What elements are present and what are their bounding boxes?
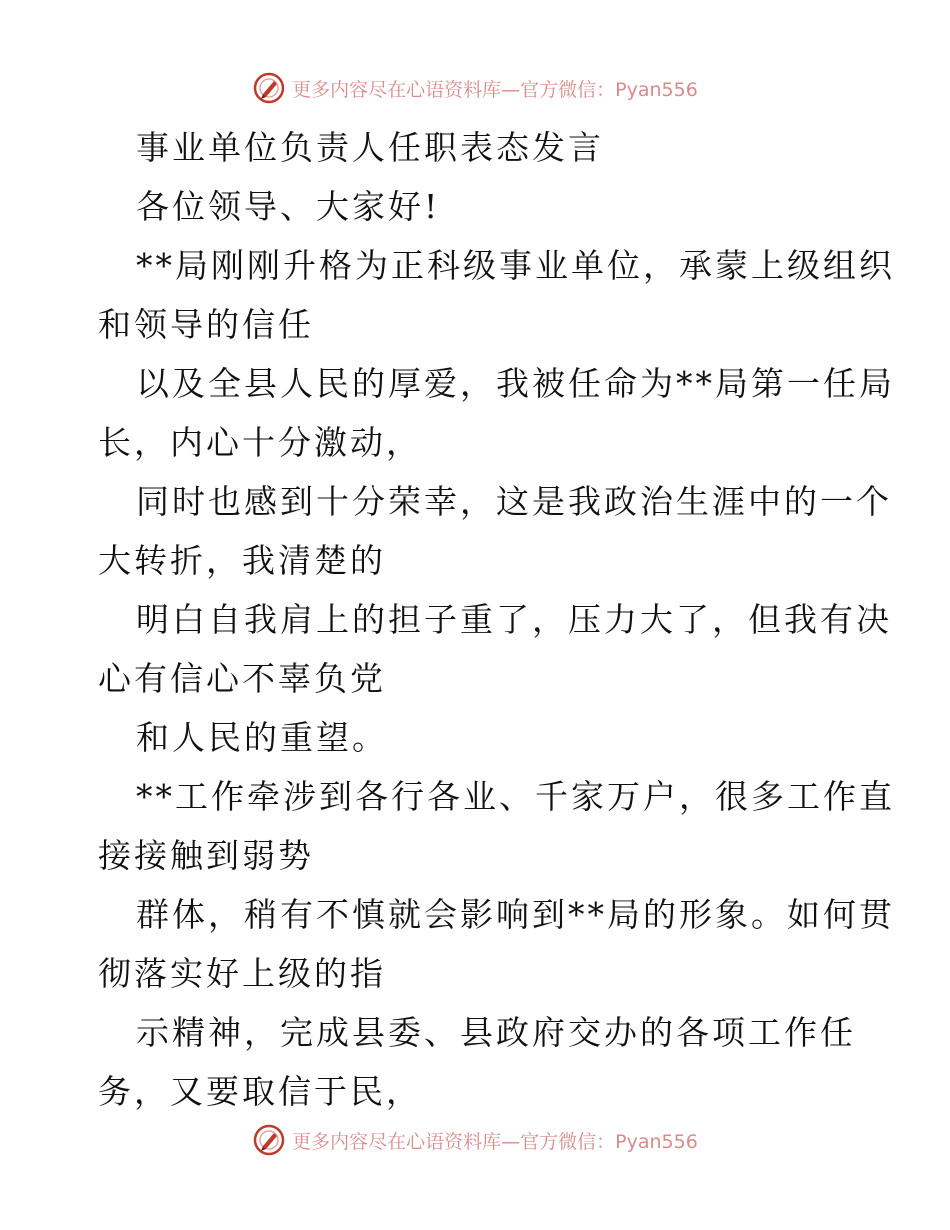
text-line: 以及全县人民的厚爱，我被任命为**局第一任局 — [136, 364, 895, 403]
text-line: 和领导的信任 — [98, 305, 314, 344]
text-line: 和人民的重望。 — [136, 718, 388, 757]
pen-logo-icon — [252, 1123, 286, 1157]
document-body — [98, 118, 895, 1121]
footer-watermark — [0, 1122, 950, 1158]
text-line: 务，又要取信于民， — [98, 1072, 422, 1111]
text-line: 大转折，我清楚的 — [98, 541, 386, 580]
pen-logo-icon — [252, 71, 286, 105]
text-line: 明白自我肩上的担子重了，压力大了，但我有决 — [136, 600, 892, 639]
watermark-text: 更多内容尽在心语资料库—官方微信：Pyan556 — [292, 1130, 698, 1153]
text-line: 心有信心不辜负党 — [98, 659, 386, 698]
watermark-wechat-id: Pyan556 — [615, 78, 698, 101]
text-line: 接接触到弱势 — [98, 836, 314, 875]
text-line: 示精神，完成县委、县政府交办的各项工作任 — [136, 1013, 856, 1052]
text-line: 同时也感到十分荣幸，这是我政治生涯中的一个 — [136, 482, 892, 521]
text-line: 各位领导、大家好! — [136, 187, 441, 226]
watermark-wechat-id: Pyan556 — [615, 1130, 698, 1153]
header-watermark — [0, 70, 950, 106]
text-line: 彻落实好上级的指 — [98, 954, 386, 993]
text-line: 事业单位负责人任职表态发言 — [136, 128, 604, 167]
text-line: **工作牵涉到各行各业、千家万户，很多工作直 — [136, 777, 895, 816]
text-line: **局刚刚升格为正科级事业单位，承蒙上级组织 — [136, 246, 895, 285]
text-line: 群体，稍有不慎就会影响到**局的形象。如何贯 — [136, 895, 895, 934]
text-line: 长，内心十分激动， — [98, 423, 422, 462]
watermark-text: 更多内容尽在心语资料库—官方微信：Pyan556 — [292, 78, 698, 101]
